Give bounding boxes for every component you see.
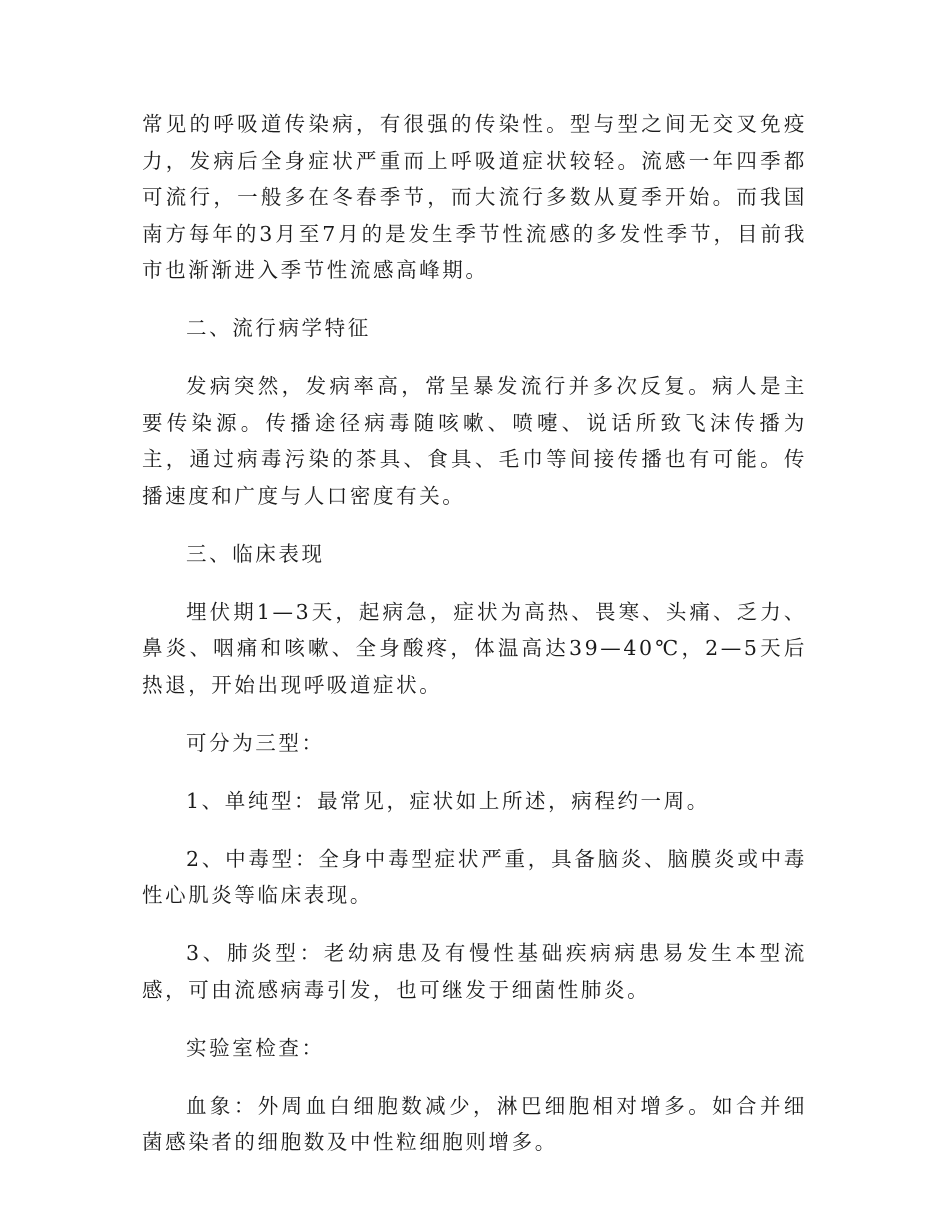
document-body — [142, 106, 807, 1182]
paragraph-epidemiology: 发病突然，发病率高，常呈暴发流行并多次反复。病人是主要传染源。传播途径病毒随咳嗽、喷嚏、说话所致飞沫传播为主，通过病毒污染的茶具、食具、毛巾等间接传播也有可能。传播速度和广度与人口密度有关。 — [142, 374, 807, 508]
paragraph-blood-test: 血象：外周血白细胞数减少，淋巴细胞相对增多。如合并细菌感染者的细胞数及中性粒细胞则增多。 — [142, 1093, 807, 1154]
paragraph-intro-continued: 常见的呼吸道传染病，有很强的传染性。型与型之间无交叉免疫力，发病后全身症状严重而上呼吸道症状较轻。流感一年四季都可流行，一般多在冬春季节，而大流行多数从夏季开始。而我国南方每年的3月至7月的是发生季节性流感的多发性季节，目前我市也渐渐进入季节性流感高峰期。 — [142, 112, 807, 282]
list-item-type-simple: 1、单纯型：最常见，症状如上所述，病程约一周。 — [186, 788, 710, 813]
paragraph-types-intro: 可分为三型： — [186, 730, 325, 755]
list-item-type-pneumonia: 3、肺炎型：老幼病患及有慢性基础疾病病患易发生本型流感，可由流感病毒引发，也可继发于细菌性肺炎。 — [142, 941, 807, 1002]
paragraph-lab-heading: 实验室检查： — [186, 1035, 325, 1060]
list-item-type-toxic: 2、中毒型：全身中毒型症状严重，具备脑炎、脑膜炎或中毒性心肌炎等临床表现。 — [142, 846, 807, 907]
section-heading-epidemiology: 二、流行病学特征 — [186, 316, 371, 340]
section-heading-clinical: 三、临床表现 — [186, 541, 325, 566]
paragraph-clinical: 埋伏期1—3天，起病急，症状为高热、畏寒、头痛、乏力、鼻炎、咽痛和咳嗽、全身酸疼，体温高达39—40℃，2—5天后热退，开始出现呼吸道症状。 — [142, 599, 807, 697]
